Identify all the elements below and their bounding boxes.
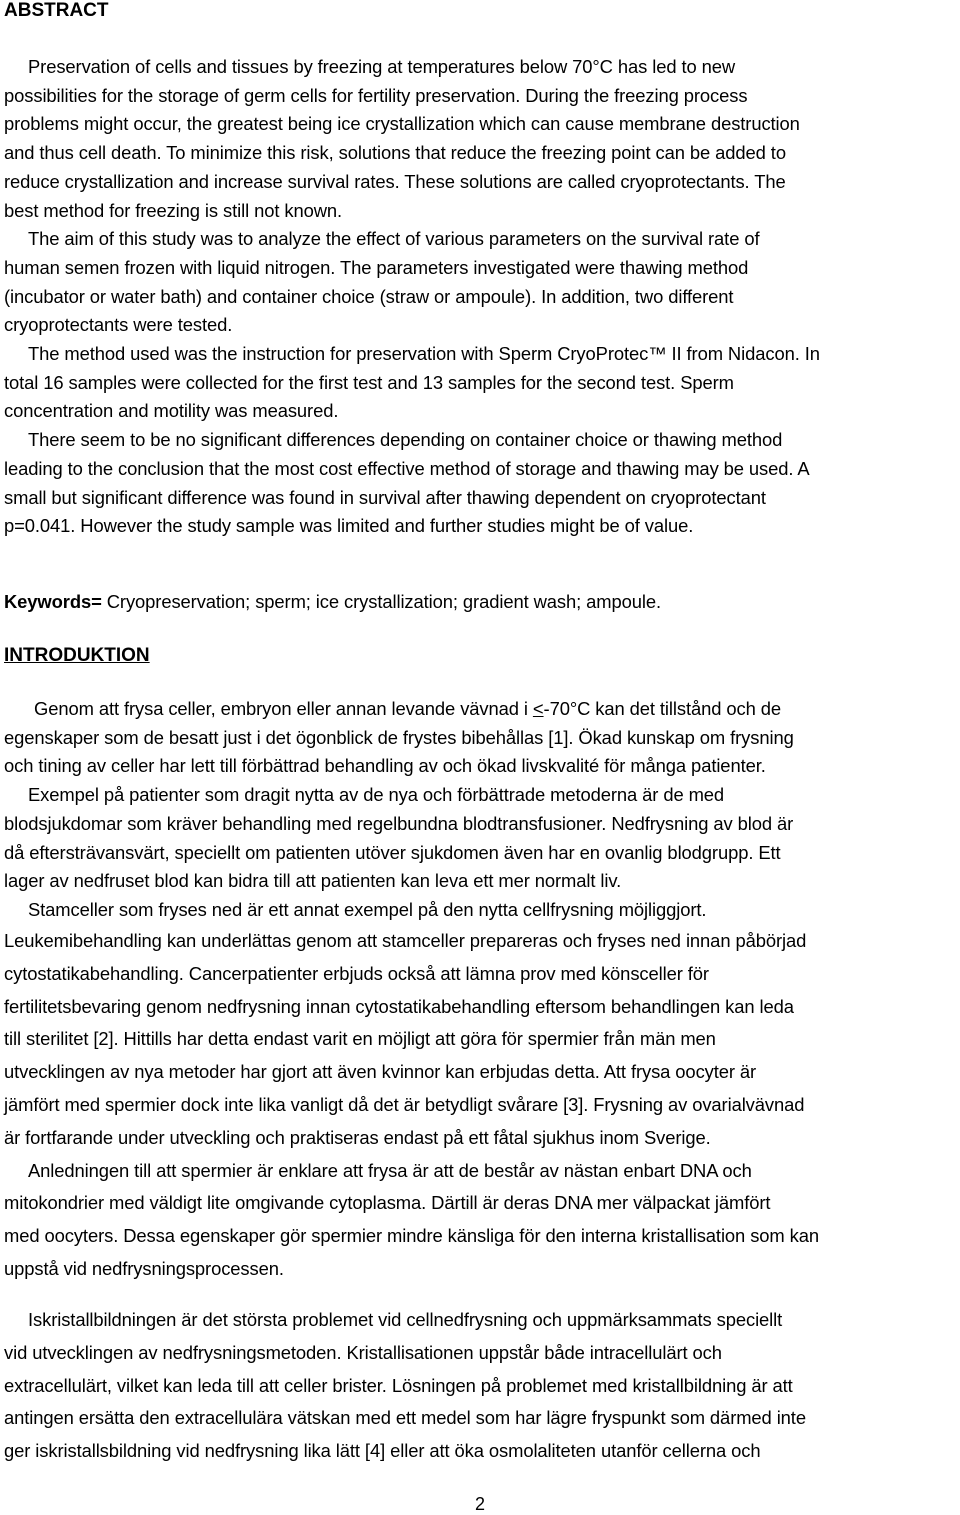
introduktion-heading: INTRODUKTION — [4, 645, 150, 666]
abstract-line: and thus cell death. To minimize this risk, solutions that reduce the freezing point can be added to — [4, 142, 786, 164]
intro-line: fertilitetsbevaring genom nedfrysning innan cytostatikabehandling eftersom behandlingen kan leda — [4, 995, 794, 1017]
keywords-line — [4, 588, 958, 617]
page-number: 2 — [474, 1494, 485, 1514]
intro-line: till sterilitet [2]. Hittills har detta endast varit en möjligt att göra för spermier från män men — [4, 1028, 716, 1050]
intro-line: uppstå vid nedfrysningsprocessen. — [4, 1257, 284, 1279]
intro-line: Iskristallbildningen är det största problemet vid cellnedfrysning och uppmärksammats speciellt — [28, 1309, 783, 1330]
abstract-heading: ABSTRACT — [4, 0, 109, 21]
intro-line: Genom att frysa celler, embryon eller annan levande vävnad i <-70°C kan det tillstånd och de — [34, 698, 781, 719]
abstract-body — [4, 53, 958, 541]
intro-line: extracellulärt, vilket kan leda till att celler brister. Lösningen på problemet med kristallbildning är att — [4, 1374, 793, 1396]
intro-line: är fortfarande under utveckling och praktiseras endast på ett fåtal sjukhus inom Sverige. — [4, 1126, 711, 1148]
abstract-line: The method used was the instruction for preservation with Sperm CryoProtec™ II from Nidacon. In — [28, 343, 820, 365]
intro-line: med oocyters. Dessa egenskaper gör spermier mindre känsliga för den interna kristallisation som kan — [4, 1225, 819, 1247]
abstract-line: Preservation of cells and tissues by freezing at temperatures below 70°C has led to new — [28, 56, 736, 77]
intro-line: jämfört med spermier dock inte lika vanligt då det är betydligt svårare [3]. Frysning av ovarialvävnad — [4, 1093, 805, 1115]
keywords-text: Cryopreservation; sperm; ice crystallization; gradient wash; ampoule. — [101, 591, 662, 612]
abstract-line: concentration and motility was measured. — [4, 400, 339, 422]
abstract-line: total 16 samples were collected for the first test and 13 samples for the second test. Sperm — [4, 371, 734, 393]
abstract-line: problems might occur, the greatest being ice crystallization which can cause membrane destruction — [4, 113, 800, 135]
abstract-line: (incubator or water bath) and container choice (straw or ampoule). In addition, two different — [4, 285, 734, 307]
intro-line: antingen ersätta den extracellulära vätskan med ett medel som har lägre fryspunkt som därmed inte — [4, 1407, 806, 1429]
intro-line: Leukemibehandling kan underlättas genom att stamceller prepareras och fryses ned innan påbörjad — [4, 930, 807, 951]
abstract-line: reduce crystallization and increase survival rates. These solutions are called cryoprotectants. The — [4, 170, 786, 192]
intro-line: mitokondrier med väldigt lite omgivande cytoplasma. Därtill är deras DNA mer välpackat jämfört — [4, 1192, 771, 1214]
abstract-line: best method for freezing is still not known. — [4, 199, 343, 221]
intro-block-2 — [4, 925, 958, 1286]
intro-block-3 — [4, 1304, 958, 1468]
intro-line: vid utvecklingen av nedfrysningsmetoden. Kristallisationen uppstår både intracellulärt och — [4, 1341, 722, 1363]
intro-line: då eftersträvansvärt, speciellt om patienten utöver sjukdomen även har en ovanlig blodgrupp. Ett — [4, 841, 781, 863]
intro-line: egenskaper som de besatt just i det ögonblick de frystes bibehållas [1]. Ökad kunskap om frysning — [4, 726, 794, 748]
abstract-line: p=0.041. However the study sample was limited and further studies might be of value. — [4, 515, 694, 537]
abstract-line: There seem to be no significant differences depending on container choice or thawing method — [28, 429, 783, 451]
abstract-line: small but significant difference was found in survival after thawing dependent on cryoprotectant — [4, 486, 766, 508]
intro-line: och tining av celler har lett till förbättrad behandling av och ökad livskvalité för många patienter. — [4, 755, 766, 777]
intro-line: lager av nedfruset blod kan bidra till att patienten kan leva ett mer normalt liv. — [4, 870, 622, 892]
abstract-line: human semen frozen with liquid nitrogen. The parameters investigated were thawing method — [4, 256, 749, 278]
less-or-equal-symbol: < — [532, 698, 544, 719]
abstract-line: cryoprotectants were tested. — [4, 314, 233, 336]
intro-line: ger iskristallsbildning vid nedfrysning lika lätt [4] eller att öka osmolaliteten utanför cellerna och — [4, 1440, 761, 1462]
intro-line: blodsjukdomar som kräver behandling med regelbundna blodtransfusioner. Nedfrysning av blod är — [4, 812, 794, 834]
abstract-line: possibilities for the storage of germ cells for fertility preservation. During the freezing process — [4, 84, 748, 106]
keywords-label: Keywords= — [4, 591, 102, 612]
abstract-line: leading to the conclusion that the most cost effective method of storage and thawing may be used. A — [4, 457, 810, 479]
intro-line: Stamceller som fryses ned är ett annat exempel på den nytta cellfrysning möjliggjort. — [28, 898, 707, 920]
intro-line: Anledningen till att spermier är enklare att frysa är att de består av nästan enbart DNA och — [28, 1159, 752, 1181]
intro-line: cytostatikabehandling. Cancerpatienter erbjuds också att lämna prov med könsceller för — [4, 962, 709, 984]
abstract-line: The aim of this study was to analyze the effect of various parameters on the survival rate of — [28, 228, 760, 250]
intro-block-1 — [4, 695, 958, 925]
intro-line: Exempel på patienter som dragit nytta av de nya och förbättrade metoderna är de med — [28, 784, 725, 806]
intro-line: utvecklingen av nya metoder har gjort att även kvinnor kan erbjudas detta. Att frysa oocyter är — [4, 1061, 757, 1083]
